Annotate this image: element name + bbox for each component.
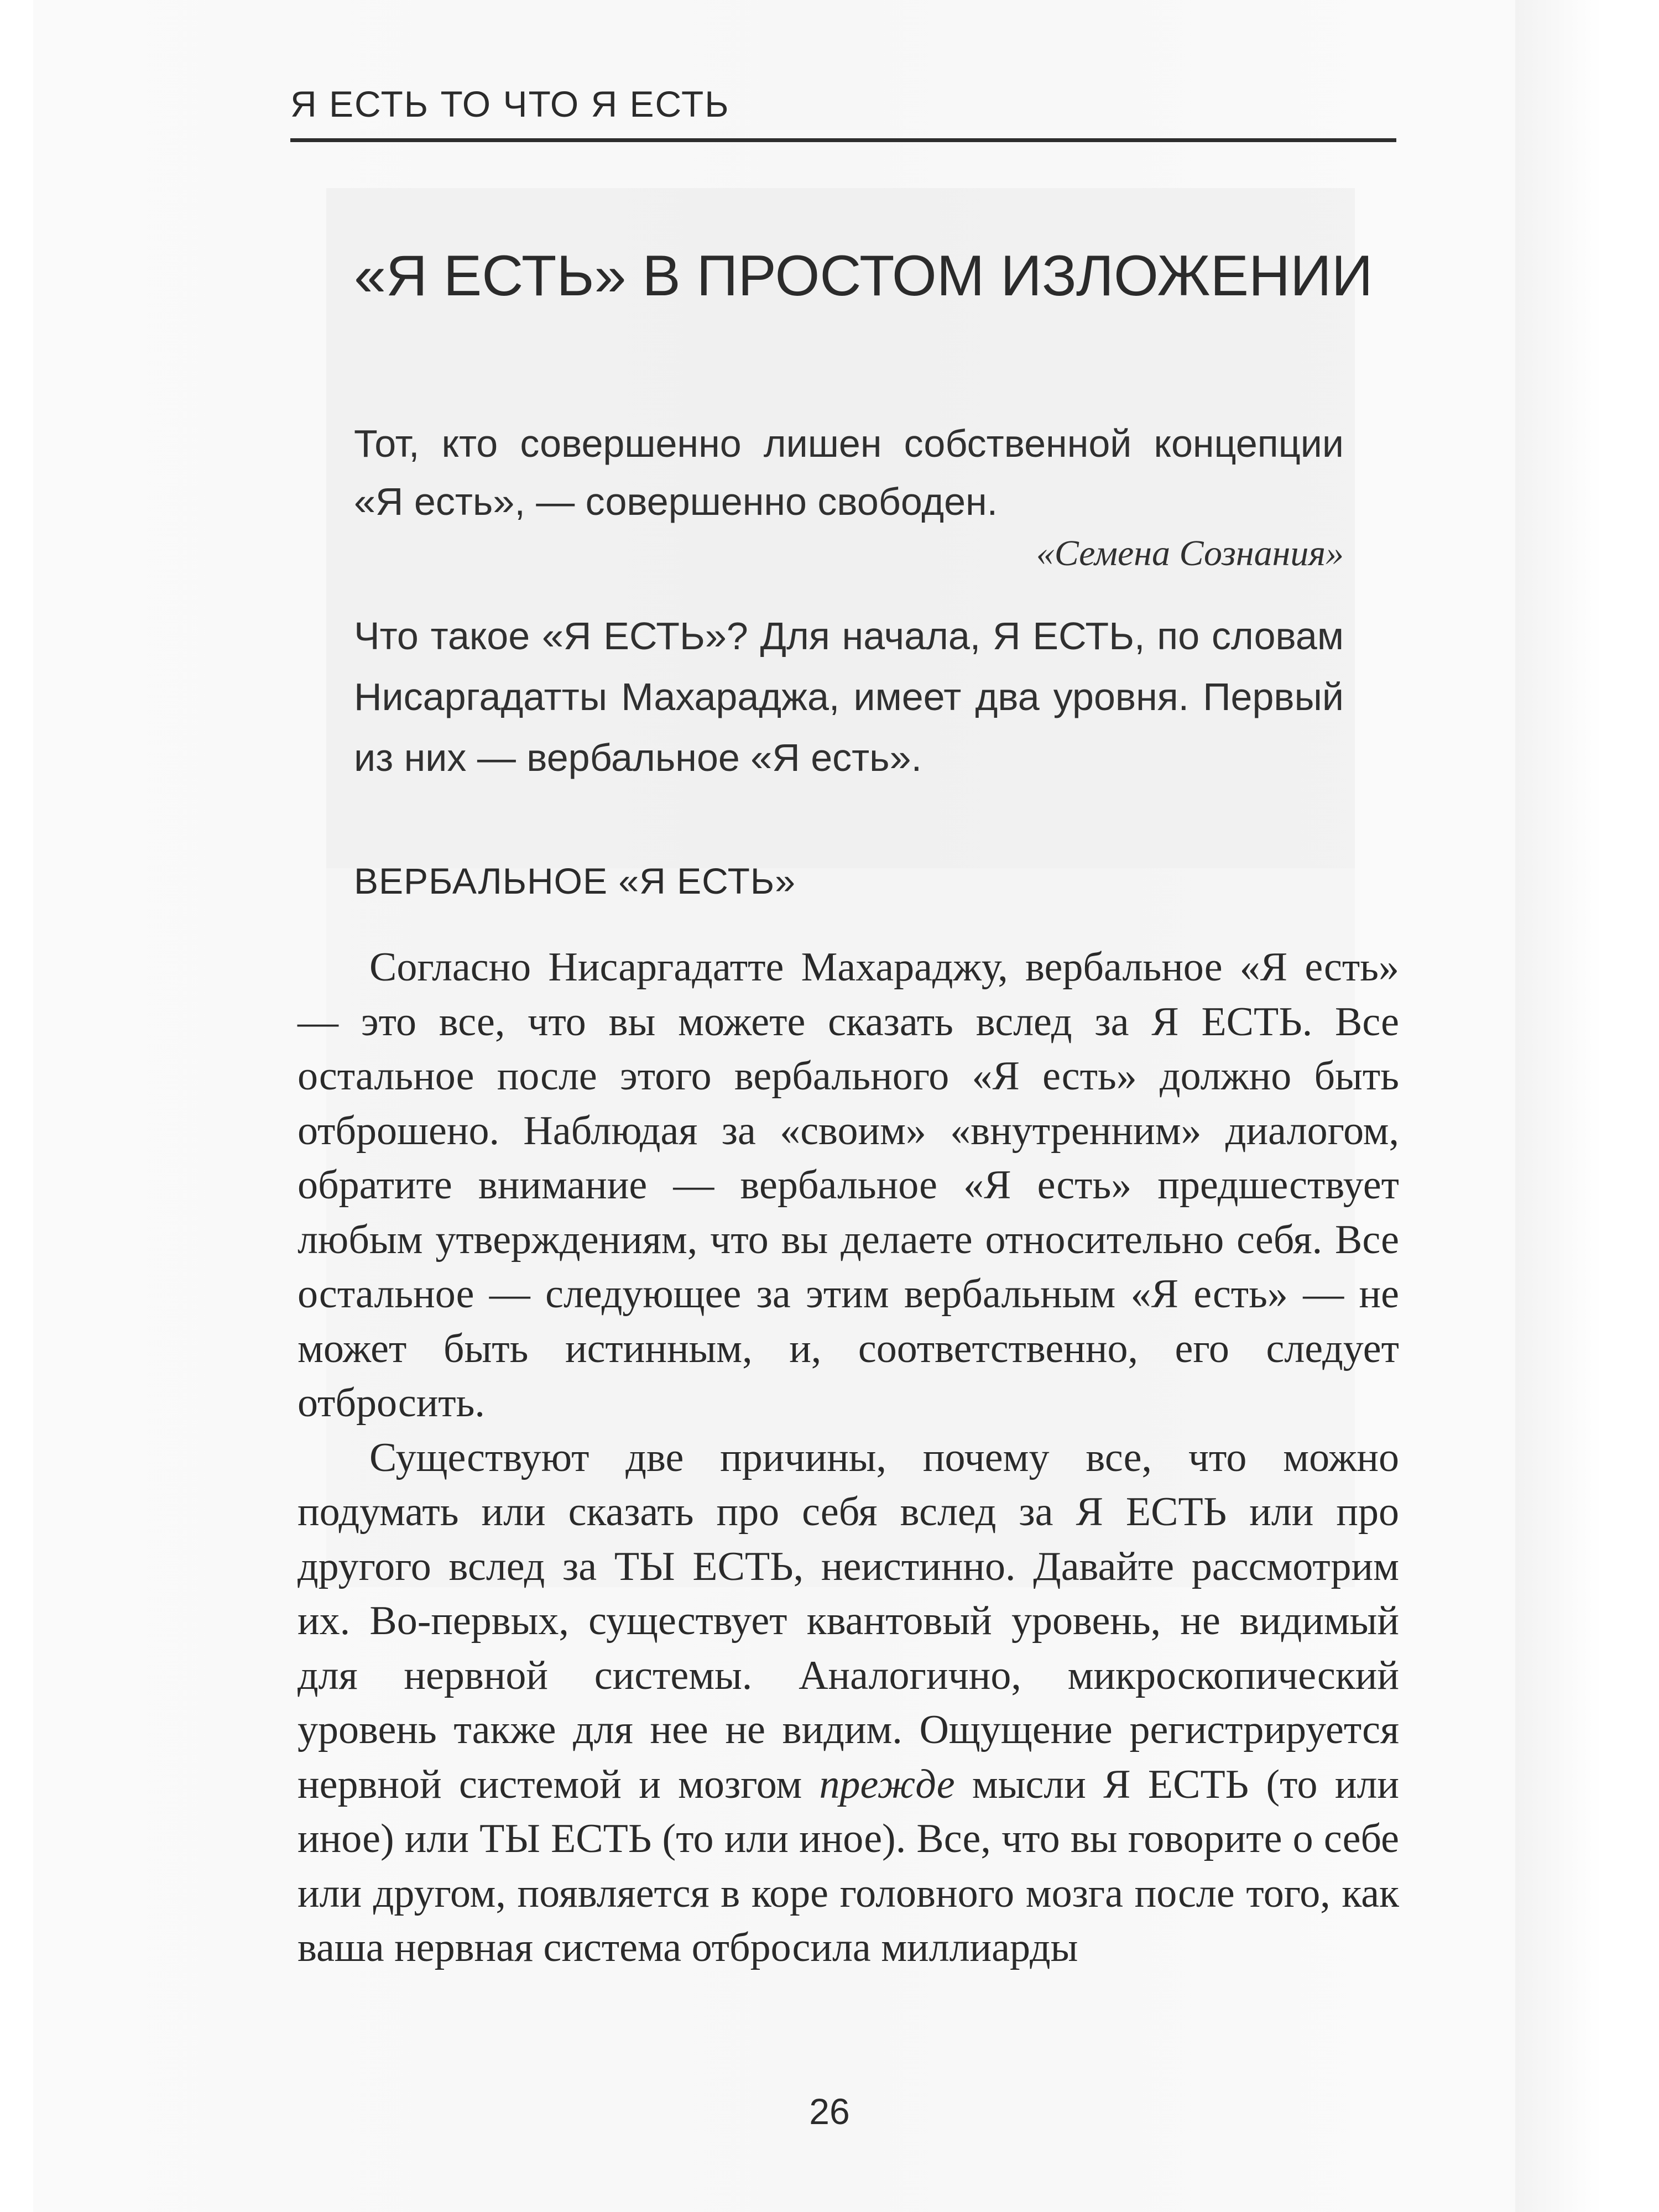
epigraph-text: Тот, кто совершенно лишен собственной концепции «Я есть», — совершенно свободен. — [354, 422, 1344, 523]
paragraph-2-part-2: мысли Я ЕСТЬ (то или иное) или ТЫ ЕСТЬ (то или иное). Все, что вы говорите о себе или другом, появляется в коре головного мозга после того, как ваша нервная система отбросила миллиарды — [298, 1761, 1399, 1970]
paragraph-2 — [298, 1431, 1399, 1975]
epigraph — [354, 415, 1344, 578]
running-head: Я ЕСТЬ ТО ЧТО Я ЕСТЬ — [290, 84, 730, 124]
epigraph-source: «Семена Сознания» — [1036, 533, 1344, 573]
header-rule — [290, 138, 1396, 142]
paragraph-2-part-1: Существуют две причины, почему все, что можно подумать или сказать про себя вслед за Я ЕСТЬ или про другого вслед за ТЫ ЕСТЬ, неистинно. Давайте рассмотрим их. Во-первых, существует квантовый уровень, не видимый для нервной системы. Аналогично, микроскопический уровень также для нее не видим. Ощущение регистрируется нервной системой и мозгом — [298, 1434, 1399, 1807]
paragraph-1: Согласно Нисаргадатте Махараджу, вербальное «Я есть» — это все, что вы можете сказать вслед за Я ЕСТЬ. Все остальное после этого вербального «Я есть» должно быть отброшено. Наблюдая за «своим» «внутренним» диалогом, обратите внимание — вербальное «Я есть» предшествует любым утверждениям, что вы делаете относительно себя. Все остальное — следующее за этим вербальным «Я есть» — не может быть истинным, и, соответственно, его следует отбросить. — [298, 945, 1399, 1426]
page-number: 26 — [809, 2091, 850, 2132]
scan-margin-left — [0, 0, 33, 2212]
body-text — [298, 940, 1399, 1975]
intro-paragraph: Что такое «Я ЕСТЬ»? Для начала, Я ЕСТЬ, по словам Нисаргадатты Махараджа, имеет два уровня. Первый из них — вербальное «Я есть». — [354, 614, 1344, 779]
chapter-title: «Я ЕСТЬ» В ПРОСТОМ ИЗЛОЖЕНИИ — [354, 244, 1373, 308]
paragraph-2-emphasis: прежде — [819, 1761, 955, 1807]
section-title: ВЕРБАЛЬНОЕ «Я ЕСТЬ» — [354, 860, 796, 901]
scan-margin-right — [1515, 0, 1659, 2212]
